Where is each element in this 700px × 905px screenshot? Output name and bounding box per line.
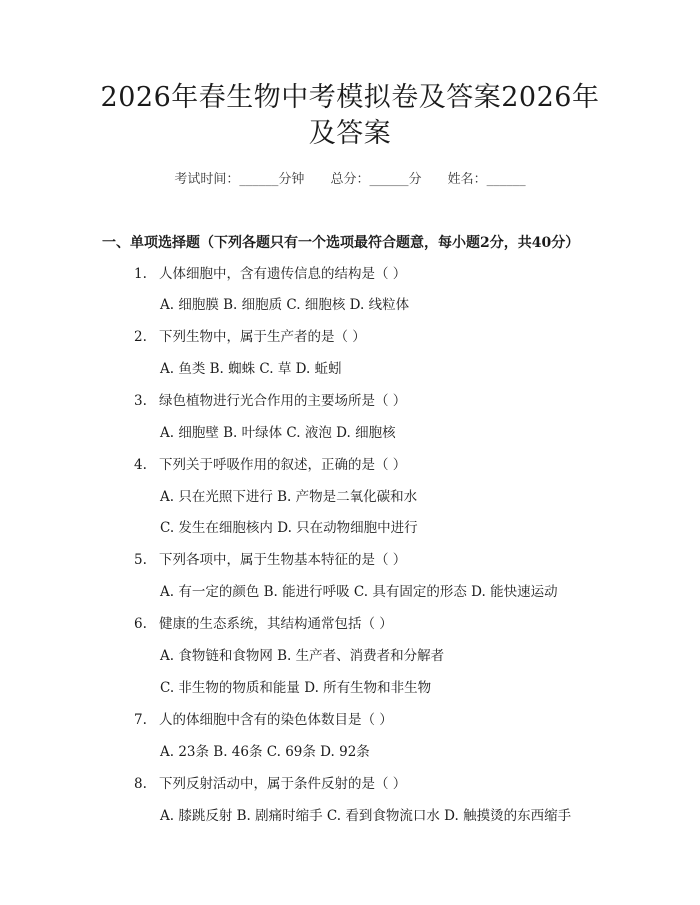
- question-stem: 绿色植物进行光合作用的主要场所是（ ）: [159, 393, 407, 409]
- question-3: [134, 389, 406, 409]
- question-5-options: A. 有一定的颜色 B. 能进行呼吸 C. 具有固定的形态 D. 能快速运动: [160, 584, 558, 600]
- question-3-options: A. 细胞壁 B. 叶绿体 C. 液泡 D. 细胞核: [160, 425, 396, 441]
- question-number: 7.: [134, 712, 147, 728]
- question-8-options: A. 膝跳反射 B. 剧痛时缩手 C. 看到食物流口水 D. 触摸烫的东西缩手: [160, 808, 572, 824]
- question-number: 1.: [134, 266, 147, 282]
- question-stem: 下列各项中，属于生物基本特征的是（ ）: [159, 552, 407, 568]
- question-stem: 下列关于呼吸作用的叙述，正确的是（ ）: [159, 457, 407, 473]
- question-1: [134, 262, 406, 282]
- exam-time-field: 考试时间：______分钟: [174, 172, 305, 187]
- question-stem: 人体细胞中，含有遗传信息的结构是（ ）: [159, 266, 407, 282]
- question-number: 5.: [134, 552, 147, 568]
- total-score-field: 总分：______分: [330, 172, 422, 187]
- question-number: 8.: [134, 776, 147, 792]
- question-2-options: A. 鱼类 B. 蜘蛛 C. 草 D. 蚯蚓: [160, 361, 342, 377]
- question-stem: 下列生物中，属于生产者的是（ ）: [159, 329, 366, 345]
- question-6-options-line-2: C. 非生物的物质和能量 D. 所有生物和非生物: [160, 680, 432, 696]
- question-2: [134, 325, 366, 345]
- question-7-options: A. 23条 B. 46条 C. 69条 D. 92条: [160, 744, 370, 760]
- question-number: 2.: [134, 329, 147, 345]
- question-8: [134, 772, 406, 792]
- question-1-options: A. 细胞膜 B. 细胞质 C. 细胞核 D. 线粒体: [160, 297, 410, 313]
- question-number: 3.: [134, 393, 147, 409]
- name-field: 姓名：______: [447, 172, 526, 187]
- question-6-options-line-1: A. 食物链和食物网 B. 生产者、消费者和分解者: [160, 648, 445, 664]
- exam-meta-line: [0, 168, 700, 187]
- question-7: [134, 708, 393, 728]
- document-title: 2026年春生物中考模拟卷及答案2026年及答案: [100, 82, 600, 149]
- question-number: 6.: [134, 616, 147, 632]
- question-stem: 下列反射活动中，属于条件反射的是（ ）: [159, 776, 407, 792]
- question-5: [134, 548, 406, 568]
- question-4-options-line-2: C. 发生在细胞核内 D. 只在动物细胞中进行: [160, 520, 418, 536]
- section-heading: 一、单项选择题（下列各题只有一个选项最符合题意，每小题2分，共40分）: [102, 235, 580, 251]
- question-stem: 健康的生态系统，其结构通常包括（ ）: [159, 616, 393, 632]
- question-4-options-line-1: A. 只在光照下进行 B. 产物是二氧化碳和水: [160, 489, 418, 505]
- question-6: [134, 612, 393, 632]
- question-number: 4.: [134, 457, 147, 473]
- question-stem: 人的体细胞中含有的染色体数目是（ ）: [159, 712, 393, 728]
- question-4: [134, 453, 406, 473]
